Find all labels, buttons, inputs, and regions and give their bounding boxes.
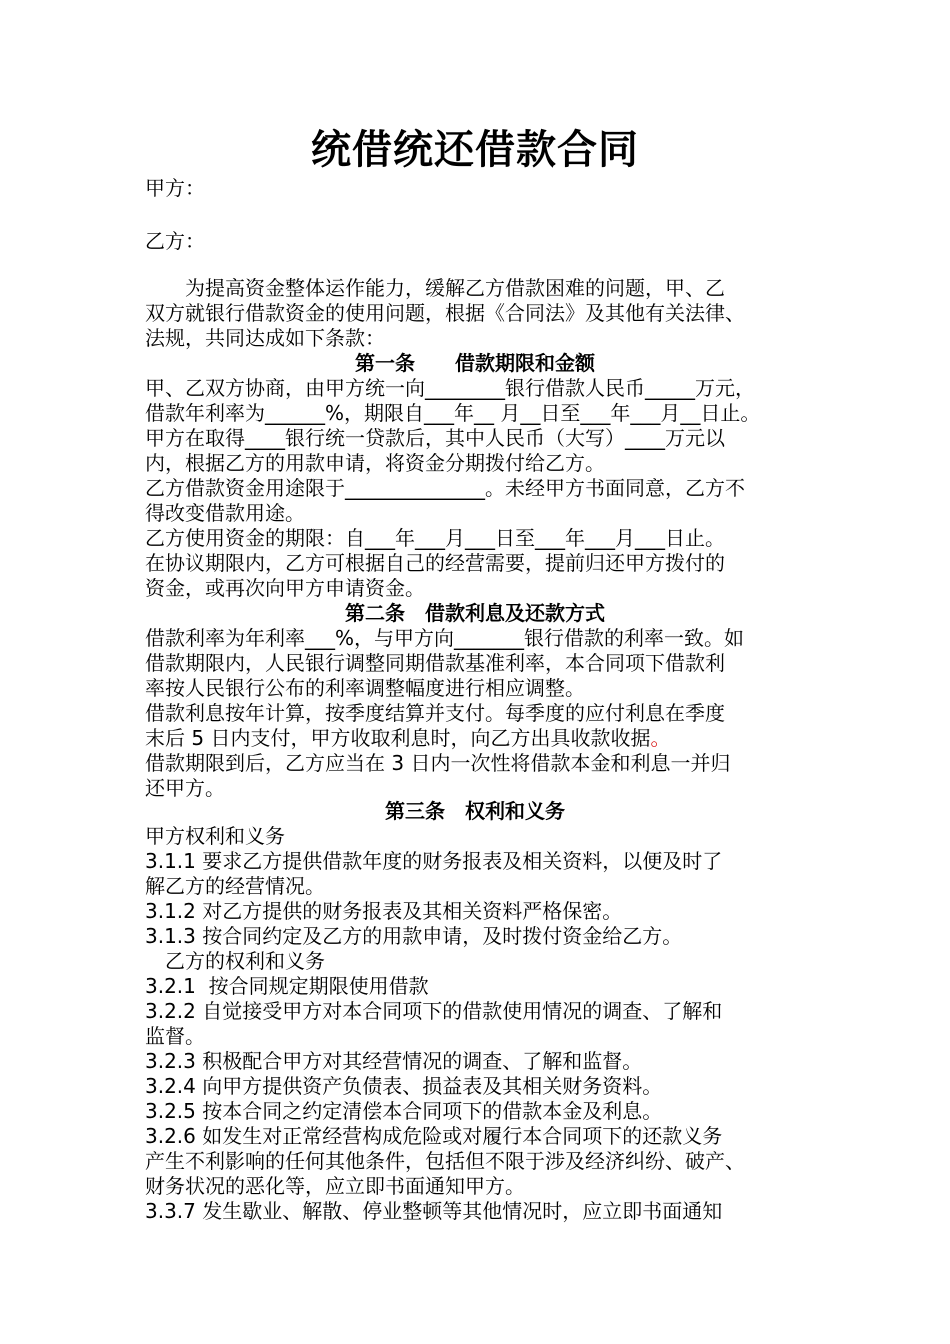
red-period-mark: 。 [650, 726, 671, 750]
article3-heading: 第三条 权利和义务 [385, 799, 565, 823]
article3-line: 3.2.5 按本合同之约定清偿本合同项下的借款本金及利息。 [145, 1099, 663, 1123]
article2-line: 还甲方。 [145, 776, 225, 800]
article2-line: 借款利率为年利率___%，与甲方向_______银行借款的利率一致。如 [145, 626, 745, 650]
article1-line: 借款年利率为______%，期限自___年__ 月__日至___年___月__日止。 [145, 401, 761, 425]
article3-line: 3.1.2 对乙方提供的财务报表及其相关资料严格保密。 [145, 899, 623, 923]
article3-line: 3.1.3 按合同约定及乙方的用款申请，及时拨付资金给乙方。 [145, 924, 683, 948]
preamble-line: 为提高资金整体运作能力，缓解乙方借款困难的问题，甲、乙 [145, 276, 725, 300]
article3-line: 3.2.2 自觉接受甲方对本合同项下的借款使用情况的调查、了解和 [145, 999, 723, 1023]
document-title: 统借统还借款合同 [311, 127, 639, 173]
article1-line: 内，根据乙方的用款申请，将资金分期拨付给乙方。 [145, 451, 605, 475]
article3-line: 3.3.7 发生歇业、解散、停业整顿等其他情况时，应立即书面通知 [145, 1199, 723, 1223]
preamble-line: 双方就银行借款资金的使用问题，根据《合同法》及其他有关法律、 [145, 301, 745, 325]
article3-line: 解乙方的经营情况。 [145, 874, 325, 898]
article3-line: 3.2.1 按合同规定期限使用借款 [145, 974, 429, 998]
article1-line: 乙方使用资金的期限：自___年___月___日至___年___月___日止。 [145, 526, 725, 550]
article3-line: 3.2.6 如发生对正常经营构成危险或对履行本合同项下的还款义务 [145, 1124, 723, 1148]
article1-heading: 第一条 借款期限和金额 [355, 351, 595, 375]
article1-line: 得改变借款用途。 [145, 501, 305, 525]
preamble-line: 法规，共同达成如下条款： [145, 326, 385, 350]
article2-line: 借款期限内，人民银行调整同期借款基准利率，本合同项下借款利 [145, 651, 725, 675]
party-b-label: 乙方： [145, 229, 205, 253]
article1-line: 资金，或再次向甲方申请资金。 [145, 576, 425, 600]
article3-line: 3.2.3 积极配合甲方对其经营情况的调查、了解和监督。 [145, 1049, 643, 1073]
article1-line: 在协议期限内，乙方可根据自己的经营需要，提前归还甲方拨付的 [145, 551, 725, 575]
article2-line: 率按人民银行公布的利率调整幅度进行相应调整。 [145, 676, 585, 700]
article3-line: 3.1.1 要求乙方提供借款年度的财务报表及相关资料，以便及时了 [145, 849, 723, 873]
article2-line: 借款利息按年计算，按季度结算并支付。每季度的应付利息在季度 [145, 701, 725, 725]
party-a-label: 甲方： [145, 176, 205, 200]
article1-line: 甲、乙双方协商，由甲方统一向________银行借款人民币_____万元， [145, 376, 755, 400]
article3-line: 乙方的权利和义务 [145, 949, 325, 973]
article2-line-with-mark [145, 725, 670, 751]
article1-line: 乙方借款资金用途限于______________。未经甲方书面同意，乙方不 [145, 476, 745, 500]
article3-line: 监督。 [145, 1024, 205, 1048]
article2-line: 末后 5 日内支付，甲方收取利息时，向乙方出具收款收据 [145, 726, 651, 750]
article1-line: 甲方在取得____银行统一贷款后，其中人民币（大写）____万元以 [145, 426, 725, 450]
article3-line: 财务状况的恶化等，应立即书面通知甲方。 [145, 1174, 525, 1198]
article3-line: 3.2.4 向甲方提供资产负债表、损益表及其相关财务资料。 [145, 1074, 663, 1098]
article3-line: 甲方权利和义务 [145, 824, 285, 848]
article2-heading: 第二条 借款利息及还款方式 [345, 601, 605, 625]
article3-line: 产生不利影响的任何其他条件，包括但不限于涉及经济纠纷、破产、 [145, 1149, 745, 1173]
article2-line: 借款期限到后，乙方应当在 3 日内一次性将借款本金和利息一并归 [145, 751, 731, 775]
